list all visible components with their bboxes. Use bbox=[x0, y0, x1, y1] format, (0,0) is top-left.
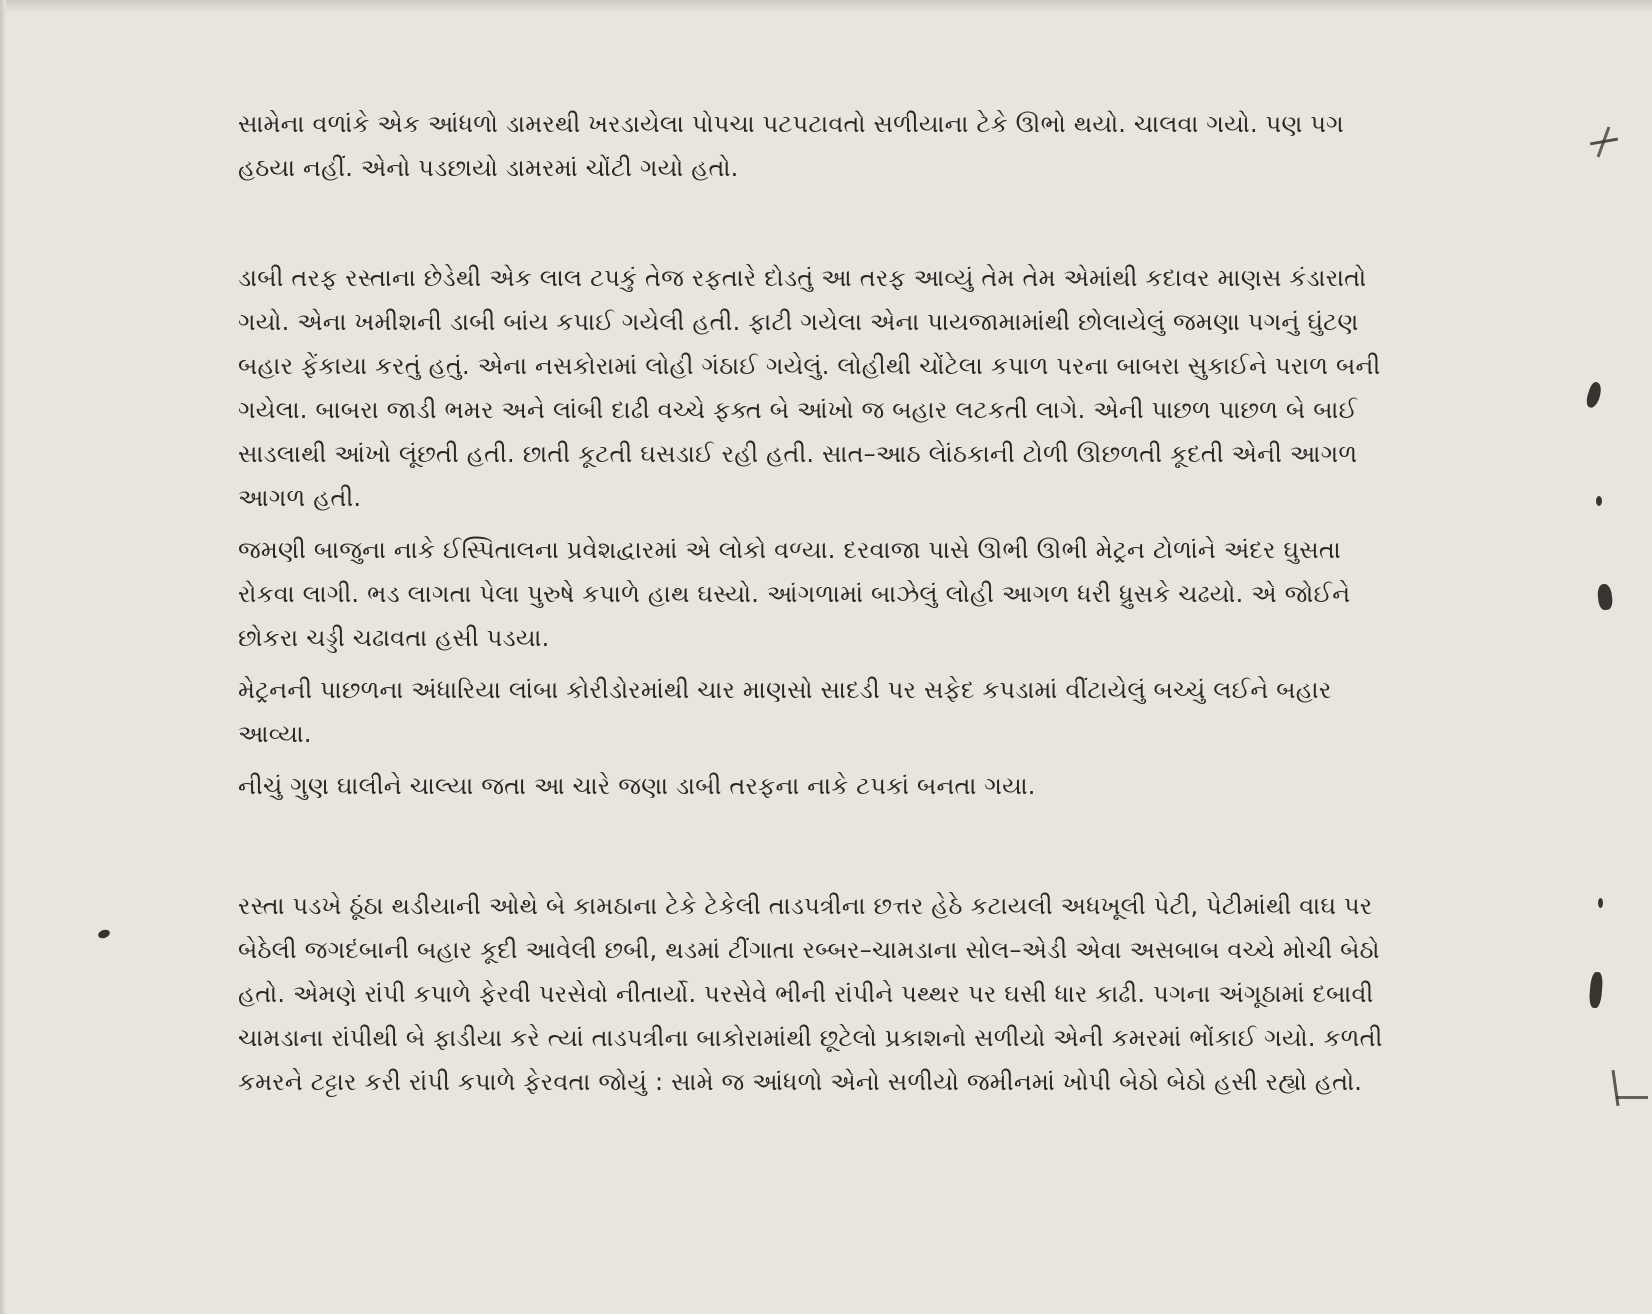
ink-dot bbox=[1596, 496, 1602, 506]
paragraph-3: જમણી બાજુના નાકે ઈસ્પિતાલના પ્રવેશદ્વારમાં એ લોકો વળ્યા. દરવાજા પાસે ઊભી ઊભી મેટ્રન ટોળાંને અંદર ઘુસતા રોકવા લાગી. ભડ લાગતા પેલા પુરુષે કપાળે હાથ ઘસ્યો. આંગળામાં બાઝેલું લોહી આગળ ધરી ધ્રુસકે ચઢયો. એ જોઈને છોકરા ચડ્ડી ચઢાવતા હસી પડયા. bbox=[238, 536, 1351, 652]
ink-mark bbox=[1612, 1070, 1620, 1106]
page-left-edge bbox=[0, 0, 6, 1314]
ink-dot bbox=[1598, 898, 1603, 908]
page-text bbox=[238, 102, 1383, 1104]
paragraph-1: સામેના વળાંકે એક આંધળો ડામરથી ખરડાયેલા પોપચા પટપટાવતો સળીયાના ટેકે ઊભો થયો. ચાલવા ગયો. પણ પગ હઠયા નહીં. એનો પડછાયો ડામરમાં ચોંટી ગયો હતો. bbox=[238, 110, 1344, 182]
page-top-edge bbox=[0, 0, 1652, 12]
ink-mark bbox=[1616, 1096, 1648, 1099]
paragraph-6: રસ્તા પડખે ઠૂંઠા થડીયાની ઓથે બે કામઠાના ટેકે ટેકેલી તાડપત્રીના છત્તર હેઠે કટાયલી અધખૂલી પેટી, પેટીમાંથી વાઘ પર બેઠેલી જગદંબાની બહાર કૂદી આવેલી છબી, થડમાં ટીંગાતા રબ્બર–ચામડાના સોલ–એડી એવા અસબાબ વચ્ચે મોચી બેઠો હતો. એમણે રાંપી કપાળે ફેરવી પરસેવો નીતાર્યો. પરસેવે ભીની રાંપીને પથ્થર પર ઘસી ધાર કાઢી. પગના અંગૂઠામાં દબાવી ચામડાના રાંપીથી બે ફાડીયા કરે ત્યાં તાડપત્રીના બાકોરામાંથી છૂટેલો પ્રકાશનો સળીયો એની કમરમાં ભોંકાઈ ગયો. કળતી કમરને ટટ્ટાર કરી રાંપી કપાળે ફેરવતા જોયું : સામે જ આંધળો એનો સળીયો જમીનમાં ખોપી બેઠો બેઠો હસી રહ્યો હતો. bbox=[238, 892, 1383, 1096]
ink-blot bbox=[1584, 381, 1603, 409]
paragraph-2: ડાબી તરફ રસ્તાના છેડેથી એક લાલ ટપકું તેજ રફતારે દોડતું આ તરફ આવ્યું તેમ તેમ એમાંથી કદાવર માણસ કંડારાતો ગયો. એના ખમીશની ડાબી બાંય કપાઈ ગયેલી હતી. ફાટી ગયેલા એના પાયજામામાંથી છોલાયેલું જમણા પગનું ઘુંટણ બહાર ફેંકાયા કરતું હતું. એના નસકોરામાં લોહી ગંઠાઈ ગયેલું. લોહીથી ચોંટેલા કપાળ પરના બાબરા સુકાઈને પરાળ બની ગયેલા. બાબરા જાડી ભમર અને લાંબી દાઢી વચ્ચે ફક્ત બે આંખો જ બહાર લટકતી લાગે. એની પાછળ પાછળ બે બાઈ સાડલાથી આંખો લૂંછતી હતી. છાતી કૂટતી ઘસડાઈ રહી હતી. સાત–આઠ લેાંઠકાની ટોળી ઊછળતી કૂદતી એની આગળ આગળ હતી. bbox=[238, 264, 1381, 512]
ink-blot bbox=[1588, 972, 1603, 1009]
ink-dot bbox=[97, 928, 111, 940]
paragraph-4: મેટ્રનની પાછળના અંધારિયા લાંબા કોરીડોરમાંથી ચાર માણસો સાદડી પર સફેદ કપડામાં વીંટાયેલું બચ્ચું લઈને બહાર આવ્યા. bbox=[238, 676, 1332, 748]
paragraph-5: નીચું ગુણ ઘાલીને ચાલ્યા જતા આ ચારે જણા ડાબી તરફના નાકે ટપકાં બનતા ગયા. bbox=[238, 772, 1036, 800]
ink-blot bbox=[1597, 583, 1614, 610]
